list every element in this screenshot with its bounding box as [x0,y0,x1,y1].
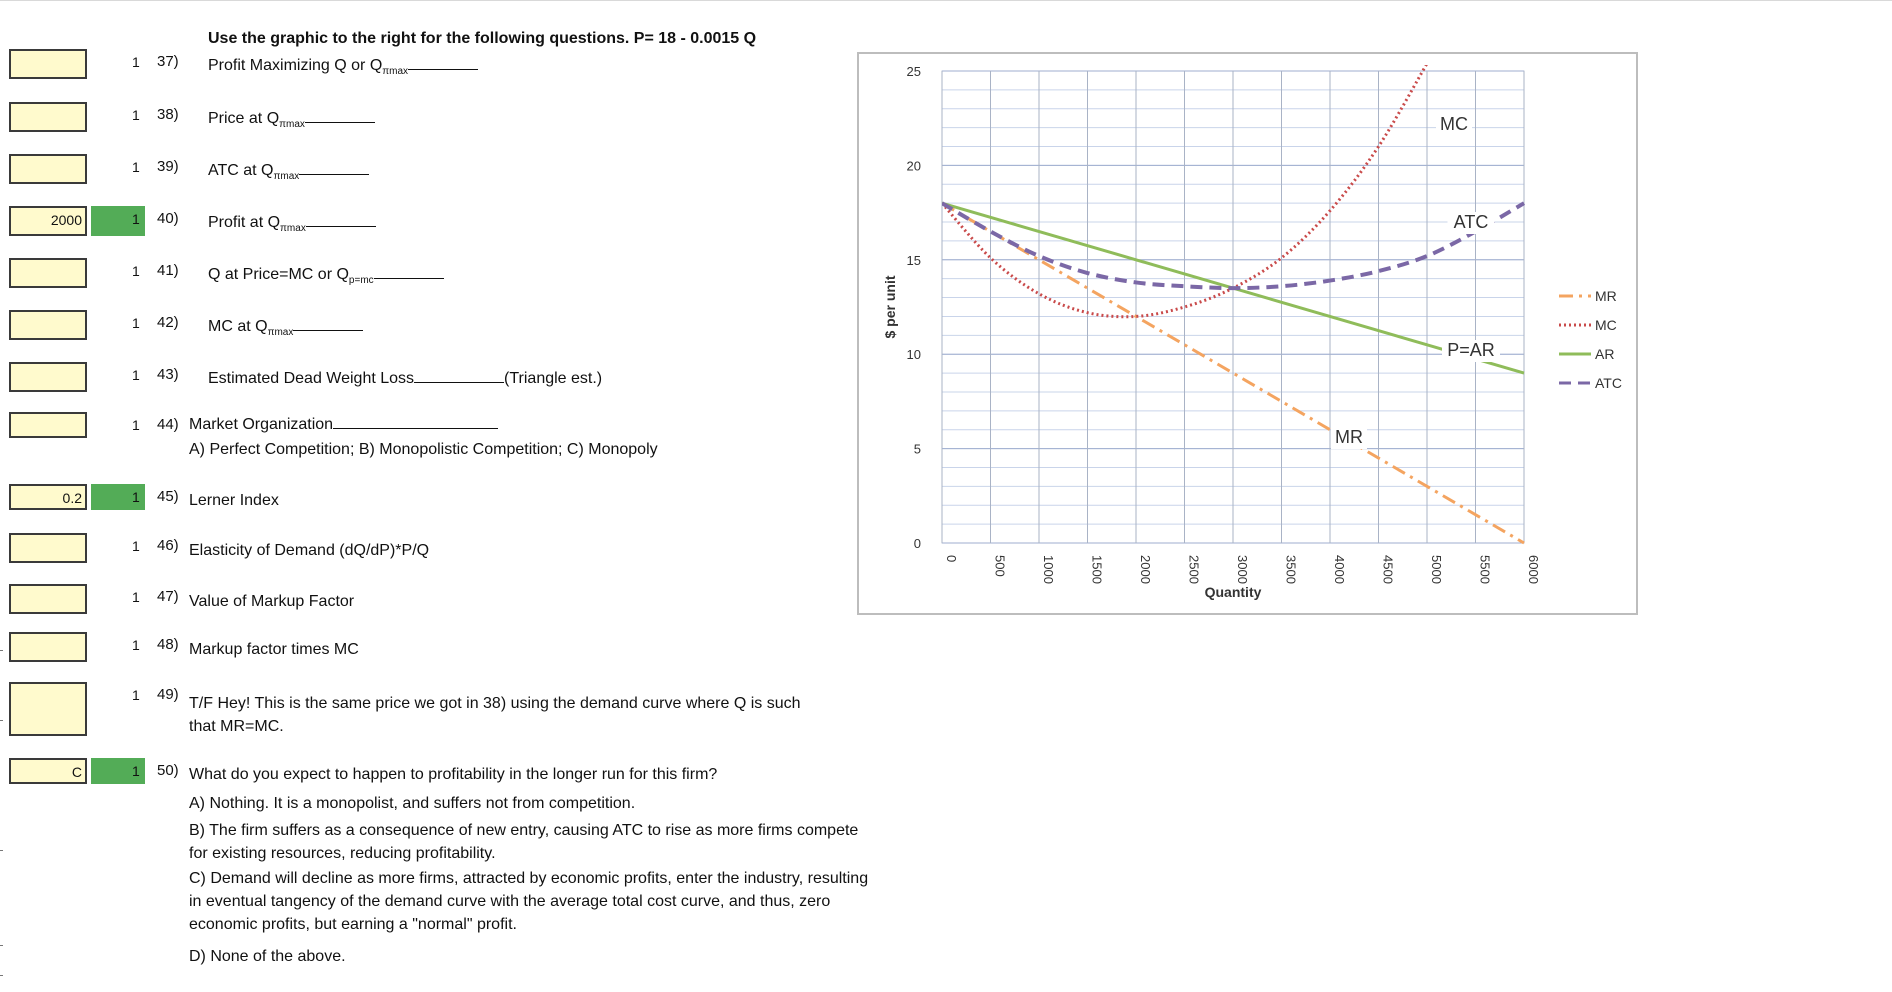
x-tick-label: 3500 [1283,555,1299,584]
question-text: Lerner Index [189,492,279,509]
y-tick-label: 25 [906,64,921,79]
answer-cell[interactable] [9,412,87,438]
legend-label-mc: MC [1595,317,1617,333]
question-text: Price at $Q_{\pi max}$ [208,110,375,130]
question-text: Profit Maximizing Q or $Q_{\pi max}$ [208,57,478,77]
x-tick-label: 6000 [1526,555,1541,584]
question-number: 47) [157,588,179,605]
curve-label-mc: MC [1440,114,1468,134]
answer-cell[interactable] [9,584,87,614]
curve-label-ar: P=AR [1447,340,1495,360]
question-number: 50) [157,762,179,779]
chart-frame[interactable] [857,52,1638,615]
question-number: 48) [157,636,179,653]
answer-cell[interactable] [9,632,87,662]
question-number: 43) [157,366,179,383]
question-text: Estimated Dead Weight Loss (Triangle est.) [208,370,603,387]
points-value: 1 [132,489,140,505]
x-tick-label: 5000 [1429,555,1444,584]
answer-option: B) The firm suffers as a consequence of new entry, causing ATC to rise as more firms compete for existing resources, reducing profitability. [189,822,859,862]
points-value: 1 [132,107,140,123]
answer-cell[interactable] [9,154,87,184]
answer-blank-line [414,370,504,383]
x-tick-label: 4500 [1380,555,1396,584]
x-tick-label: 0 [944,555,959,563]
points-value: 1 [132,263,140,279]
answer-cell[interactable] [9,310,87,340]
points-value: 1 [132,763,140,779]
points-value: 1 [132,687,140,703]
cost-revenue-chart [859,54,1636,613]
answer-blank-line [305,110,375,123]
curve-label-mr: MR [1335,427,1363,447]
y-tick-label: 10 [906,347,921,363]
x-tick-label: 2500 [1186,555,1202,584]
answer-blank-line [408,57,478,70]
answer-blank-line [293,318,363,331]
question-text: Markup factor times MC [189,641,359,658]
x-tick-label: 4000 [1332,555,1347,584]
question-number: 44) [157,416,179,433]
answer-cell[interactable]: 2000 [9,206,87,236]
question-text: T/F Hey! This is the same price we got in 38) using the demand curve where Q is such that MR=MC. [189,695,801,735]
question-text: Profit at $Q_{\pi max}$ [208,214,376,234]
question-text: What do you expect to happen to profitability in the longer run for this firm? [189,766,718,783]
points-value: 1 [132,159,140,175]
question-text: Elasticity of Demand (dQ/dP)*P/Q [189,542,430,559]
y-tick-label: 5 [913,441,921,457]
points-value: 1 [132,315,140,331]
x-tick-label: 3000 [1235,555,1250,584]
points-value: 1 [132,589,140,605]
question-number: 46) [157,537,179,554]
question-choices: A) Perfect Competition; B) Monopolistic Competition; C) Monopoly [189,441,658,458]
question-number: 40) [157,210,179,227]
gutter-tick [0,850,3,851]
answer-option: A) Nothing. It is a monopolist, and suffers not from competition. [189,795,636,812]
points-value: 1 [132,211,140,227]
answer-blank-line [374,266,444,279]
question-number: 38) [157,106,179,123]
question-number: 37) [157,53,179,70]
sheet-top-border [0,0,1892,1]
question-text: Market Organization [189,416,498,434]
x-axis-label: Quantity [1204,584,1262,600]
question-text: ATC at $Q_{\pi max}$ [208,162,369,182]
y-tick-label: 0 [913,536,921,551]
answer-option: C) Demand will decline as more firms, attracted by economic profits, enter the industry, resulting in eventual tangency of the demand curve with the average total cost curve, and thus, zero economic profits, but earning a "normal" profit. [189,870,869,933]
answer-cell[interactable] [9,533,87,563]
x-tick-label: 2000 [1138,555,1153,584]
gutter-tick [0,720,3,721]
y-tick-label: 20 [906,158,921,174]
y-axis-label: $ per unit [882,275,898,339]
points-value: 1 [132,54,140,70]
answer-cell[interactable] [9,49,87,79]
answer-cell[interactable]: 0.2 [9,484,87,510]
x-tick-label: 1000 [1041,555,1056,584]
question-text: Q at Price=MC or $Q_{p=mc}$ [208,266,444,286]
question-number: 39) [157,158,179,175]
answer-cell[interactable] [9,362,87,392]
question-number: 49) [157,686,179,703]
question-number: 42) [157,314,179,331]
instructions-heading: Use the graphic to the right for the following questions. P= 18 - 0.0015 Q [208,30,757,47]
answer-cell[interactable] [9,102,87,132]
x-tick-label: 500 [992,555,1008,577]
answer-cell[interactable] [9,258,87,288]
question-number: 41) [157,262,179,279]
curve-label-atc: ATC [1453,212,1489,232]
gutter-tick [0,650,3,651]
question-text: Value of Markup Factor [189,593,355,610]
answer-cell[interactable]: C [9,758,87,784]
answer-option: D) None of the above. [189,948,346,965]
legend-label-atc: ATC [1595,375,1622,391]
y-tick-label: 15 [906,252,921,268]
points-value: 1 [132,367,140,383]
legend-label-mr: MR [1595,288,1617,304]
question-number: 45) [157,488,179,505]
x-tick-label: 5500 [1477,555,1493,584]
answer-cell[interactable] [9,682,87,736]
question-text: MC at $Q_{\pi max}$ [208,318,363,338]
points-value: 1 [132,417,140,433]
gutter-tick [0,945,3,946]
answer-blank-line [306,214,376,227]
points-value: 1 [132,538,140,554]
answer-blank-line [299,162,369,175]
gutter-tick [0,975,3,976]
legend-label-ar: AR [1595,346,1615,362]
answer-blank-line [333,416,498,429]
points-value: 1 [132,637,140,653]
x-tick-label: 1500 [1089,555,1105,584]
